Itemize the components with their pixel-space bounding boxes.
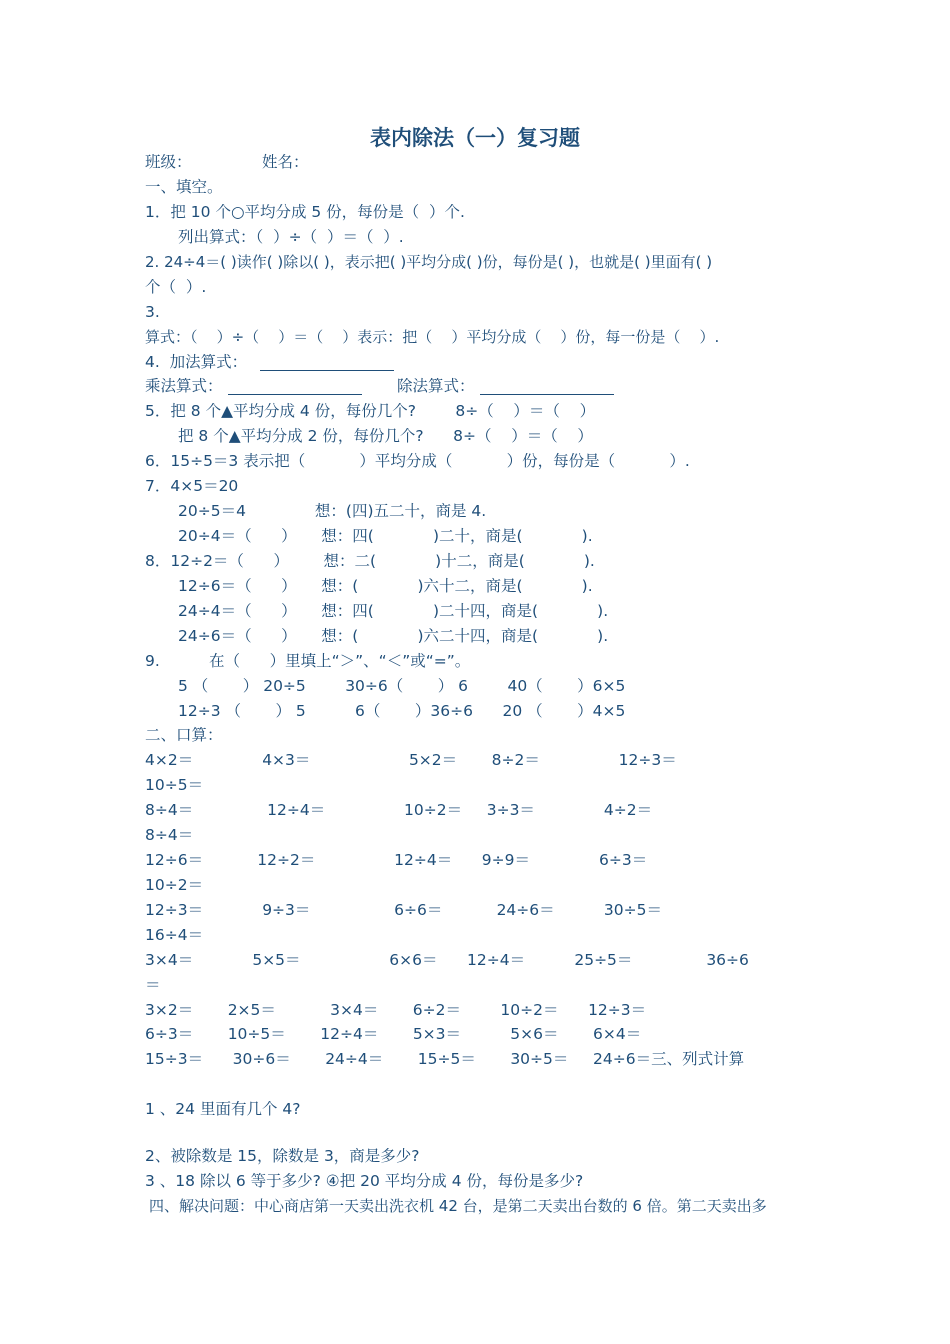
question-1-line-1: 1．把 10 个○平均分成 5 份，每份是（ ）个. [145, 203, 465, 221]
question-7: 7．4×5＝20 [145, 477, 239, 495]
question-8-line-3: 24÷4＝（ ） 想：四( )二十四，商是( ). [178, 602, 609, 620]
question-1-line-2: 列出算式：（ ）÷（ ）＝（ ）. [178, 228, 404, 246]
oral-row-2: 8÷4＝ 12÷4＝ 10÷2＝ 3÷3＝ 4÷2＝ [145, 801, 653, 819]
question-5-line-2: 把 8 个▲平均分成 2 份，每份几个? 8÷（ ）＝（ ） [178, 427, 593, 445]
question-2-line-2: 个（ ）. [145, 278, 207, 296]
question-3-text: 算式：（ ）÷（ ）＝（ ）表示：把（ ）平均分成（ ）份，每一份是（ ）. [145, 328, 720, 346]
oral-row-4-wrap: 16÷4＝ [145, 926, 204, 944]
division-answer-line[interactable] [480, 394, 614, 395]
oral-row-1-wrap: 10÷5＝ [145, 776, 204, 794]
oral-row-7: 6÷3＝ 10÷5＝ 12÷4＝ 5×3＝ 5×6＝ 6×4＝ [145, 1025, 642, 1043]
oral-row-5: 3×4＝ 5×5＝ 6×6＝ 12÷4＝ 25÷5＝ 36÷6 [145, 951, 749, 969]
question-9-line-2: 12÷3 （ ） 5 6（ ）36÷6 20 （ ）4×5 [178, 702, 626, 720]
question-6: 6．15÷5＝3 表示把（ ）平均分成（ ）份，每份是（ ）. [145, 452, 690, 470]
section-1-heading: 一、填空。 [145, 178, 223, 196]
section-3-question-2: 2、被除数是 15，除数是 3，商是多少? [145, 1147, 420, 1165]
oral-row-3: 12÷6＝ 12÷2＝ 12÷4＝ 9÷9＝ 6÷3＝ [145, 851, 648, 869]
question-4-addition: 4. 加法算式： [145, 353, 248, 371]
question-7-line-1: 20÷5＝4 想：(四)五二十，商是 4. [178, 502, 487, 520]
question-9: 9. 在（ ）里填上“＞”、“＜”或“=”。 [145, 652, 471, 670]
section-3-question-1: 1 、24 里面有几个 4? [145, 1100, 301, 1118]
question-4-multiplication: 乘法算式： [145, 377, 223, 395]
question-4-division: 除法算式： [397, 377, 475, 395]
question-8-line-1: 8．12÷2＝（ ） 想：二( )十二，商是( ). [145, 552, 595, 570]
question-3-number: 3. [145, 303, 160, 321]
question-7-line-2: 20÷4＝（ ） 想：四( )二十，商是( ). [178, 527, 593, 545]
question-2-line-1: 2. 24÷4＝( )读作( )除以( )，表示把( )平均分成( )份，每份是( )，也就是( )里面有( ) [145, 253, 713, 271]
oral-row-1: 4×2＝ 4×3＝ 5×2＝ 8÷2＝ 12÷3＝ [145, 751, 677, 769]
name-label: 姓名： [262, 153, 309, 171]
oral-row-8: 15÷3＝ 30÷6＝ 24÷4＝ 15÷5＝ 30÷5＝ 24÷6＝三、列式计算 [145, 1050, 745, 1068]
oral-row-6: 3×2＝ 2×5＝ 3×4＝ 6÷2＝ 10÷2＝ 12÷3＝ [145, 1001, 647, 1019]
oral-row-2-wrap: 8÷4＝ [145, 826, 194, 844]
question-8-line-4: 24÷6＝（ ） 想：( )六二十四，商是( ). [178, 627, 609, 645]
oral-row-4: 12÷3＝ 9÷3＝ 6÷6＝ 24÷6＝ 30÷5＝ [145, 901, 662, 919]
question-9-line-1: 5 （ ） 20÷5 30÷6（ ） 6 40（ ）6×5 [178, 677, 626, 695]
multiplication-answer-line[interactable] [228, 394, 362, 395]
question-5-line-1: 5．把 8 个▲平均分成 4 份，每份几个? 8÷（ ）＝（ ） [145, 402, 596, 420]
section-2-heading: 二、口算： [145, 726, 223, 744]
oral-row-3-wrap: 10÷2＝ [145, 876, 204, 894]
section-4-problem: 四、解决问题：中心商店第一天卖出洗衣机 42 台，是第二天卖出台数的 6 倍。第二天卖出多 [149, 1197, 767, 1215]
addition-answer-line[interactable] [260, 370, 394, 371]
question-8-line-2: 12÷6＝（ ） 想：( )六十二，商是( ). [178, 577, 593, 595]
oral-row-5-wrap: ＝ [145, 976, 161, 994]
page-title: 表内除法（一）复习题 [370, 126, 580, 150]
section-3-question-3: 3 、18 除以 6 等于多少? ④把 20 平均分成 4 份，每份是多少? [145, 1172, 584, 1190]
class-label: 班级： [145, 153, 192, 171]
